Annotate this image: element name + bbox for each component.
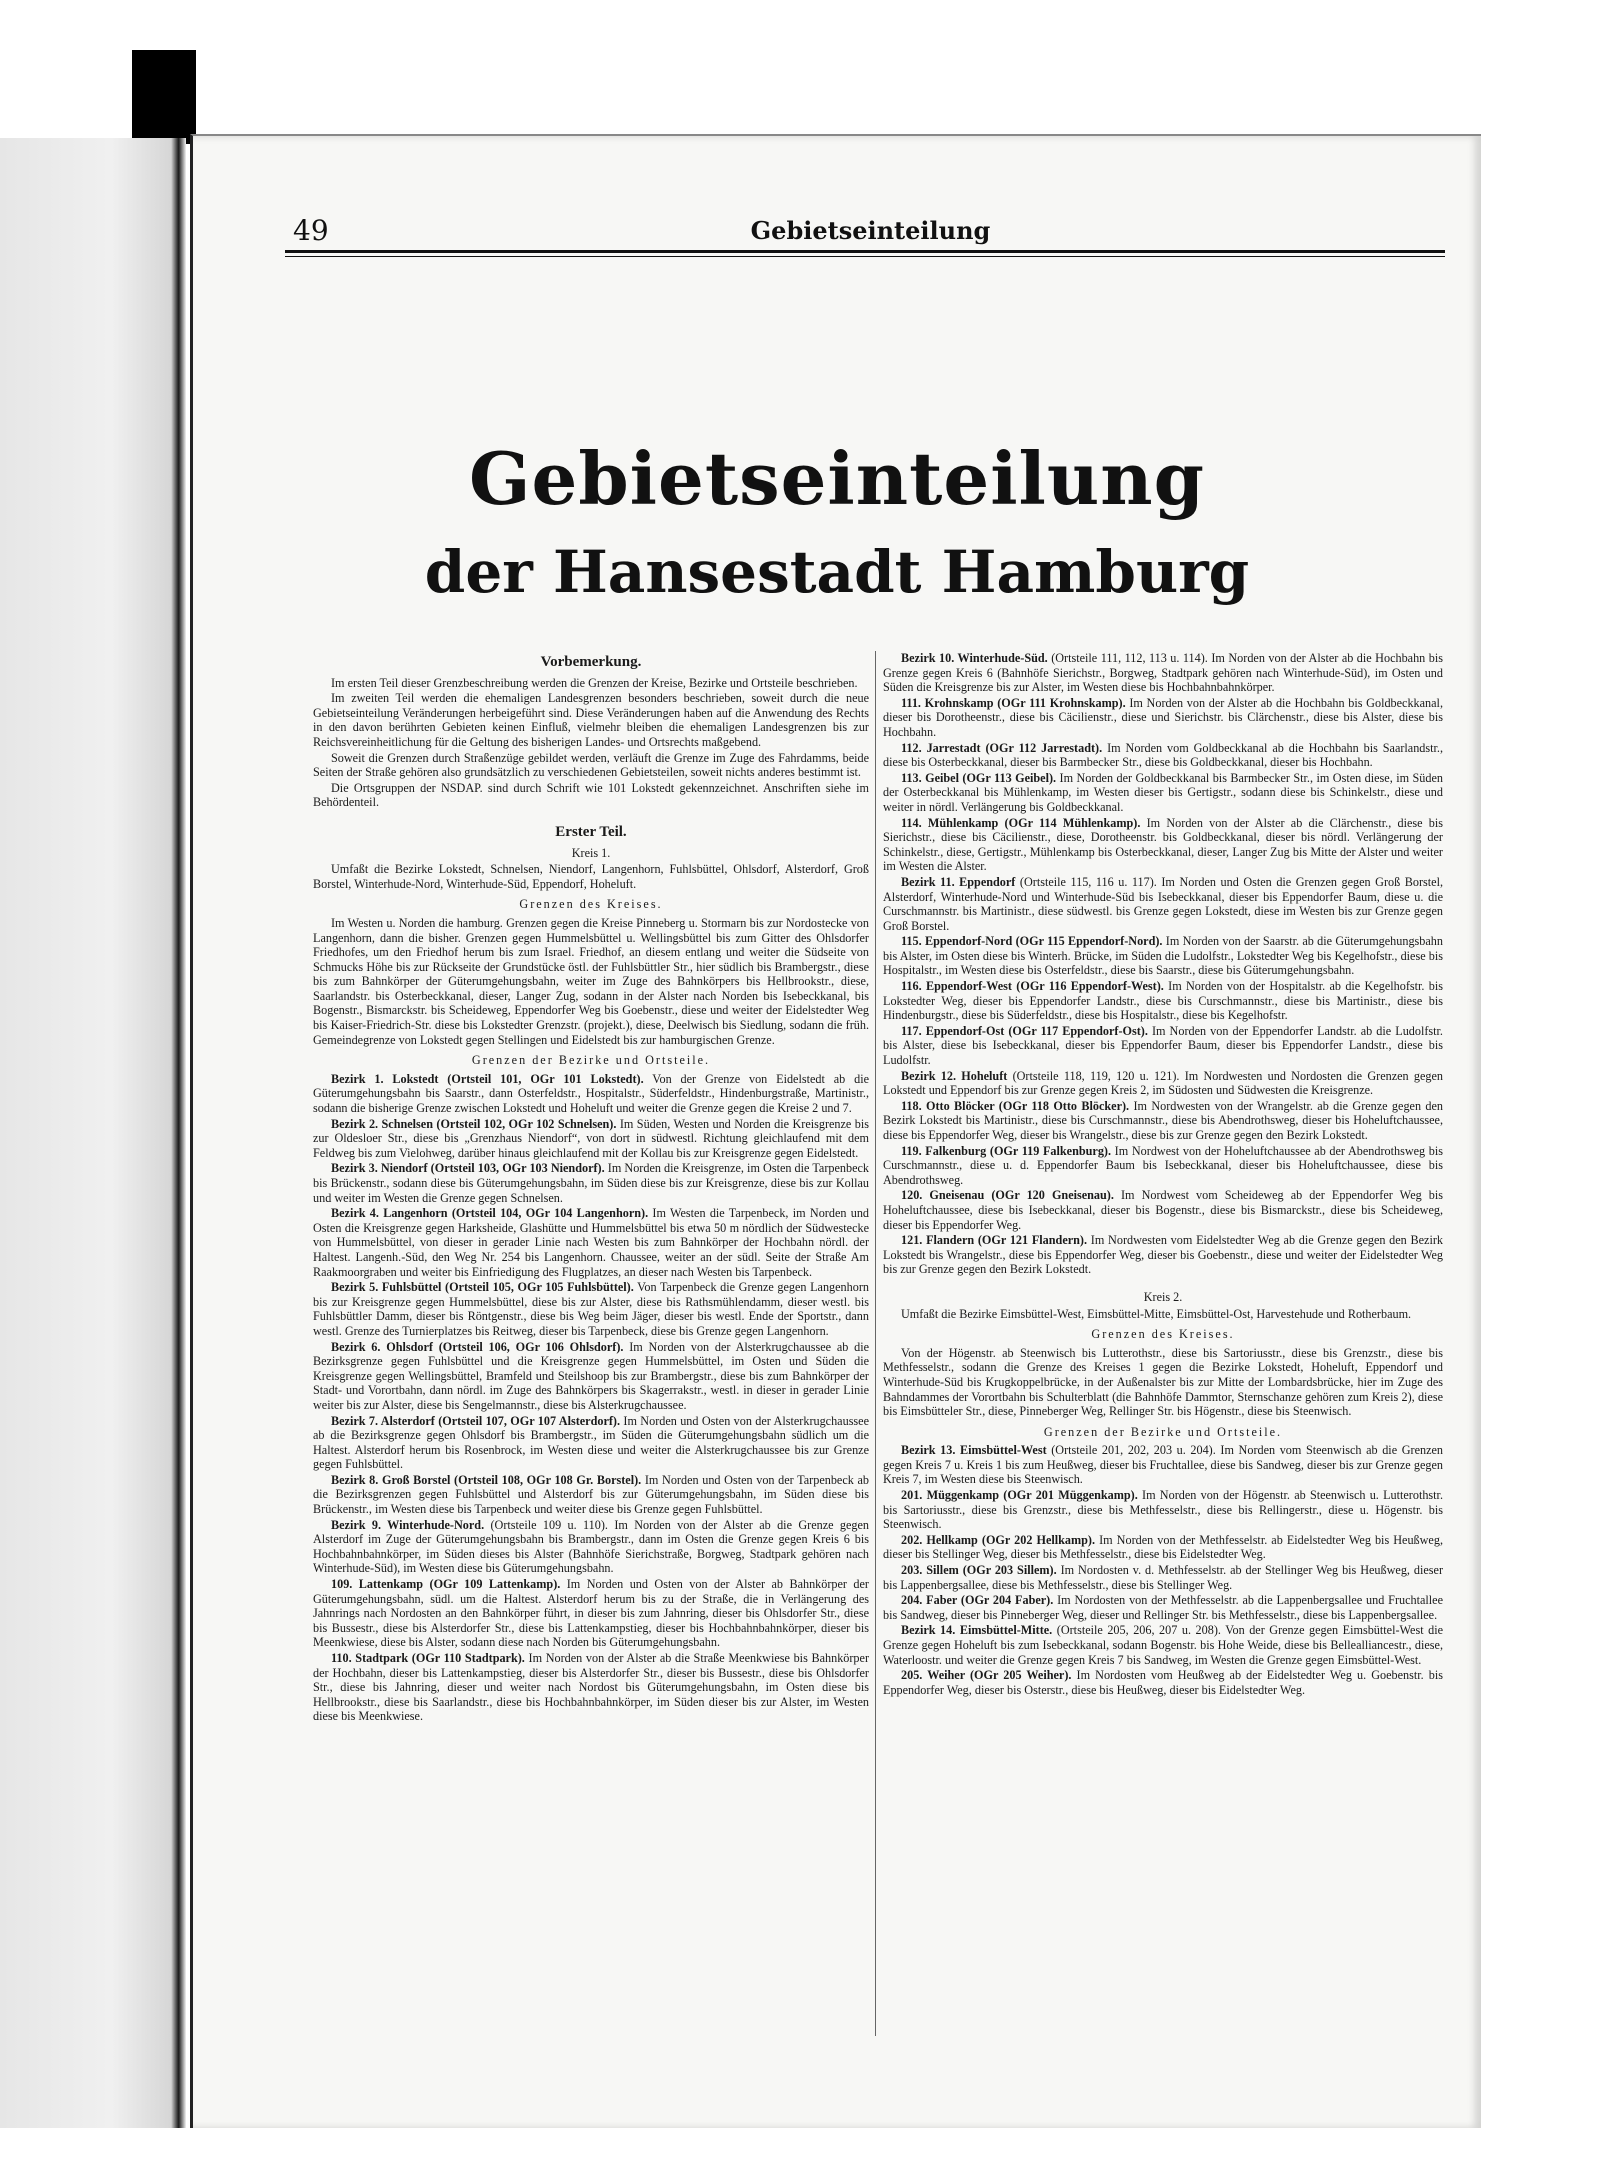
page-number: 49 [293, 214, 329, 247]
bezirk-text: (Ortsteile 115, 116 u. 117). Im Norden und Osten die Grenzen gegen Groß Borstel, Alsterdorf, Winterhude-Nord und Winterhude-Süd bis Isebeckkanal, dieser bis Eppendorfer Baum, diese u. die Curschmannstr. bis Martinistr., diese südwestl. bis Grenze gegen Lokstedt, diese im Westen bis zur Grenze gegen Groß Borstel. [883, 874, 1443, 933]
grenzen-bezirke-heading: Grenzen der Bezirke und Ortsteile. [471, 1053, 711, 1068]
bezirk-text: Im Norden von der Högenstr. ab Steenwisch u. Lutterothstr. bis Sartoriusstr., diese bis Grenzstr., diese bis Methfesselstr., diese bis Rellingerstr., diese u. Högenstr. bis Steenwisch. [883, 1488, 1443, 1532]
bezirk-text: Im Nordosten vom Heußweg ab der Eidelstedter Weg u. Goebenstr. bis Eppendorfer Weg, dieser bis Osterstr., diese bis Heußweg, dieser bis Eidelstedter Weg. [883, 1668, 1443, 1697]
vorbemerkung-paragraph: Im ersten Teil dieser Grenzbeschreibung werden die Grenzen der Kreise, Bezirke und Ortsteile beschrieben. [331, 675, 858, 690]
bezirk-lead: 203. Sillem (OGr 203 Sillem). [901, 1563, 1057, 1578]
bezirk-text: Im Norden die Kreisgrenze, im Osten die Tarpenbeck bis Brückenstr., sodann diese bis Güterumgehungsbahn, im Süden diese bis zur Kreisgrenze, diese bis zur Kollau und weiter im Westen die Grenze gegen Schnelsen. [313, 1161, 869, 1205]
bezirk-entry [313, 1577, 869, 1650]
right-bezirke-list-b [883, 1443, 1443, 1697]
bezirk-entry [883, 1623, 1443, 1667]
bezirk-lead: 112. Jarrestadt (OGr 112 Jarrestadt). [901, 740, 1103, 755]
bezirk-lead: Bezirk 10. Winterhude-Süd. [901, 651, 1048, 665]
vorbemerkung-paragraph: Soweit die Grenzen durch Straßenzüge gebildet werden, verläuft die Grenze im Zuge des Fahrdamms, beide Seiten der Straße gehören also grundsätzlich zu verschiedenen Gebietsteilen, soweit nichts anderes bestimmt ist. [313, 750, 869, 780]
bezirk-lead: 115. Eppendorf-Nord (OGr 115 Eppendorf-Nord). [901, 934, 1163, 949]
bezirk-text: Im Norden von der Alsterkrugchaussee ab die Bezirksgrenze gegen Fuhlsbüttel und die Kreisgrenze gegen Hummelsbüttel, im Osten und Süden die Kreisgrenze gegen Wellingsbüttel, Bramfeld und Steilshoop bis zur Brambergstr., diese bis zum Bahnkörper der Stadt- und Vorortbahn, dann nördl. im Zuge des Bahnkörpers bis Skagerrakstr., westl. in dieser in gerader Linie weiter bis zur Alster, diese bis Sengelmannstr., diese bis Alsterkrugchaussee. [313, 1339, 869, 1412]
vorbemerkung-paragraph: Im zweiten Teil werden die ehemaligen Landesgrenzen besonders beschrieben, soweit durch die neue Gebietseinteilung Veränderungen herbeigeführt sind. Diese Veränderungen haben auf die Anwendung des Rechts in den davon berührten Gebieten keinen Einfluß, vielmehr bleiben die ehemaligen Landesgrenzen bis zur Reichsvereinheitlichung für die Geltung des bisherigen Landes- und Ortsrechts maßgebend. [313, 691, 869, 749]
bezirk-entry [883, 1443, 1443, 1487]
kreis-2-heading: Kreis 2. [1143, 1289, 1183, 1304]
bezirk-text: (Ortsteile 111, 112, 113 u. 114). Im Norden von der Alster ab die Hochbahn bis Grenze gegen Kreis 6 (Bahnhöfe Sierichstr., Borgweg, Stadtpark gehören nach Winterhude-Süd), im Osten und Süden die Kreisgrenze bis zur Alster, im Westen diese bis Hochbahnbahnkörper. [883, 651, 1443, 695]
bezirk-entry [313, 1518, 869, 1576]
bezirk-lead: 117. Eppendorf-Ost (OGr 117 Eppendorf-Ost). [901, 1023, 1148, 1038]
bezirk-entry [883, 771, 1443, 815]
left-column [313, 651, 869, 2041]
bezirk-lead: Bezirk 3. Niendorf (Ortsteil 103, OGr 103 Niendorf). [331, 1161, 605, 1176]
bezirk-entry [313, 1161, 869, 1205]
bezirk-text: Im Norden und Osten von der Alsterkrugchaussee ab die Bezirksgrenze gegen Ohlsdorf bis Brambergstr., im Süden die Güterumgehungsbahn südlich um die Haltest. Alsterdorf herum bis Rosenbrock, im Westen diese und weiter die Alsterkrugchaussee bis zur Grenze gegen Fuhlsbüttel. [313, 1413, 869, 1472]
bezirk-lead: Bezirk 14. Eimsbüttel-Mitte. [901, 1623, 1053, 1638]
bezirk-text: Im Norden von der Saarstr. ab die Güterumgehungsbahn bis Alster, im Osten diese bis Winterh. Brücke, im Süden die Ludolfstr., Lokstedter Weg bis Kegelhofstr., diese bis Hospitalstr., im Westen diese bis Osterfeldstr., diese bis Saarstr., diese bis Güterumgehungsbahn. [883, 934, 1443, 978]
bezirk-entry [883, 1668, 1443, 1697]
right-bezirke-list-a [883, 651, 1443, 1277]
bezirk-lead: 121. Flandern (OGr 121 Flandern). [901, 1233, 1088, 1248]
bezirk-lead: Bezirk 13. Eimsbüttel-West [901, 1443, 1047, 1458]
kreis-1-heading: Kreis 1. [571, 845, 611, 860]
bezirk-entry [313, 1414, 869, 1472]
grenzen-kreises-text: Im Westen u. Norden die hamburg. Grenzen gegen die Kreise Pinneberg u. Stormarn bis zur Nordostecke von Langenhorn, dann die bisher. Grenzen gegen Hummelsbüttel u. Wellingsbüttel bis zum Gitter des Ohlsdorfer Friedhofes, um den Friedhof herum bis zum Israel. Friedhof, an diesem entlang und weiter die Südseite von Schmucks Höhe bis zur Rückseite der Grundstücke östl. der Fuhlsbüttler Str., hier südlich bis Brambergstr., diese bis zum Bahnkörper der Güterumgehungsbahn, weiter im Zuge des Bahnkörpers bis Hellbrookstr., diese, Saarlandstr. bis Osterbeckkanal, dieser, Langer Zug, sodann in der Alster nach Norden bis Isebeckkanal, bis Bogenstr., Bismarckstr. bis Scheideweg, Eppendorfer Weg bis Goebenstr., diese und weiter der Eidelstedter Weg bis Kaiser-Friedrich-Str. diese bis Lokstedter Grenzstr. (projekt.), diese, Deelwisch bis Siedlung, sodann die früh. Gemeindegrenze von Lokstedt gegen Stellingen und Eidelstedt bis zur hamburgischen Grenze. [313, 915, 869, 1047]
bezirk-lead: Bezirk 5. Fuhlsbüttel (Ortsteil 105, OGr 105 Fuhlsbüttel). [331, 1280, 634, 1295]
bezirk-entry [883, 1099, 1443, 1143]
adjacent-page-edge [0, 138, 186, 2128]
head-rule-thin [285, 256, 1445, 257]
bezirk-text: Von der Grenze von Eidelstedt ab die Güterumgehungsbahn bis Saarstr., dann Osterfeldstr., Hospitalstr., Süderfeldstr., Hindenburgstraße, Martinistr., sodann die bisherige Grenze zwischen Lokstedt und Hoheluft und weiter die Grenze gegen die Kreise 2 und 7. [313, 1071, 869, 1116]
bezirk-text: Im Norden und Osten von der Tarpenbeck ab die Bezirksgrenzen gegen Fuhlsbüttel und Alsterdorf bis zur Güterumgehungsbahn, im Süden diese bis Brückenstr., im Westen diese bis Tarpenbeck und weiter diese bis Grenze gegen Fuhlsbüttel. [313, 1472, 869, 1517]
bezirk-lead: 113. Geibel (OGr 113 Geibel). [901, 770, 1057, 785]
bezirk-text: Im Norden von der Hospitalstr. ab die Kegelhofstr. bis Lokstedter Weg, dieser bis Eppendorfer Landstr., diese bis Curschmannstr., diese bis Martinistr., diese bis Hindenburgstr., diese bis Süderfeldstr., diese bis Hospitalstr., diese bis Kegelhofstr. [883, 979, 1443, 1023]
bezirk-entry [313, 1280, 869, 1338]
column-divider [875, 651, 876, 2036]
bezirk-text: Im Nordwesten vom Eidelstedter Weg ab die Grenze gegen den Bezirk Lokstedt bis Wrangelstr., diese bis Eppendorfer Weg, dieser bis Goebenstr., diese und weiter der Eidelstedter Weg bis zur Grenze gegen den Bezirk Lokstedt. [883, 1233, 1443, 1277]
bezirk-entry [883, 1563, 1443, 1592]
bezirk-lead: Bezirk 11. Eppendorf [901, 874, 1016, 889]
bezirk-entry [883, 696, 1443, 740]
bezirk-text: (Ortsteile 109 u. 110). Im Norden von der Alster ab die Grenze gegen Alsterdorf im Zuge der Güterumgehungsbahn bis Brambergstr., dann im Osten die Grenze gegen Kreis 6 bis Hochbahnbahnkörper, im Süden dieses bis Alster (Bahnhöfe Sierichstraße, Borgweg, Stadtpark gehören nach Winterhude-Süd), im Westen diese bis Güterumgehungsbahn. [313, 1517, 869, 1576]
bezirk-text: Im Norden und Osten von der Alster ab Bahnkörper der Güterumgehungsbahn, südl. um die Haltest. Alsterdorf herum bis zu der Straße, die in Verlängerung des Jahnrings nach Nordosten an den Bahnkörper führt, in dieser bis zum Jahnring, dieser bis Ohlsdorfer Str., diese bis Bussestr., diese bis Alsterdorfer Str., diese bis Lattenkampstieg, dieser bis Hochbahnbahnkörper, dieser bis Meenkwiese, diese bis Alster, sodann diese nach Norden bis Güterumgehungsbahn. [313, 1577, 869, 1650]
bezirk-entry [883, 979, 1443, 1023]
bezirk-entry [883, 934, 1443, 978]
bezirk-entry [313, 1206, 869, 1279]
bezirk-text: Im Nordosten v. d. Methfesselstr. ab der Stellinger Weg bis Heußweg, dieser bis Lappenbergsallee, diese bis Methfesselstr., diese bis Stellinger Weg. [883, 1563, 1443, 1592]
bezirk-entry [883, 1024, 1443, 1068]
bezirk-entry [313, 1117, 869, 1161]
vorbemerkung-body [313, 676, 869, 810]
vorbemerkung-paragraph: Die Ortsgruppen der NSDAP. sind durch Schrift wie 101 Lokstedt gekennzeichnet. Anschriften siehe im Behördenteil. [313, 780, 869, 810]
bezirk-text: (Ortsteile 118, 119, 120 u. 121). Im Nordwesten und Nordosten die Grenzen gegen Lokstedt und Eppendorf bis zur Grenze gegen Kreis 2, im Südosten und Südwesten die Kreisgrenze. [883, 1068, 1443, 1098]
bezirk-entry [313, 1072, 869, 1116]
bezirk-text: Im Norden vom Goldbeckkanal ab die Hochbahn bis Saarlandstr., diese bis Osterbeckkanal, dieser bis Barmbecker Str., diese bis Goldbeckkanal, dieser bis Hochbahn. [883, 740, 1443, 770]
bezirk-entry [313, 1340, 869, 1413]
bezirk-text: Von Tarpenbeck die Grenze gegen Langenhorn bis zur Kreisgrenze gegen Hummelsbüttel, diese bis zur Alster, diese bis Rathsmühlendamm, dieser westl. bis Fuhlsbüttler Damm, dieser bis Röntgenstr., diese bis Weg beim Jäger, dieser bis westl. Ende der Sportstr., dann westl. Grenze des Turnierplatzes bis Reitweg, dieser bis Tarpenbeck, diese bis Grenze gegen Langenhorn. [313, 1280, 869, 1338]
bezirk-lead: 109. Lattenkamp (OGr 109 Lattenkamp). [331, 1577, 561, 1592]
bezirk-entry [883, 816, 1443, 874]
bezirk-entry [883, 1233, 1443, 1277]
erster-teil-heading: Erster Teil. [555, 823, 627, 840]
bezirk-entry [883, 1593, 1443, 1622]
bezirk-lead: Bezirk 6. Ohlsdorf (Ortsteil 106, OGr 106 Ohlsdorf). [331, 1339, 624, 1354]
bezirk-text: Im Nordwest vom Scheideweg ab der Eppendorfer Weg bis Hoheluftchaussee, diese bis Isebeckkanal, dieser bis Bogenstr., diese bis Bismarckstr., diese bis Scheideweg, dieser bis Eppendorfer Weg. [883, 1188, 1443, 1232]
bezirk-entry [883, 741, 1443, 770]
bezirk-entry [883, 651, 1443, 695]
kreis-2-intro: Umfaßt die Bezirke Eimsbüttel-West, Eimsbüttel-Mitte, Eimsbüttel-Ost, Harvestehude und Rotherbaum. [901, 1306, 1412, 1321]
grenzen-kreises-2-heading: Grenzen des Kreises. [1091, 1327, 1235, 1342]
bezirk-entry [883, 1188, 1443, 1232]
bezirk-entry [313, 1651, 869, 1724]
bezirk-text: Im Nordwest von der Hoheluftchaussee ab der Abendrothsweg bis Curschmannstr., diese u. d. Eppendorfer Baum bis Isebeckkanal, dieser bis Hoheluftchaussee, diese bis Abendrothsweg. [883, 1143, 1443, 1187]
bezirk-lead: Bezirk 1. Lokstedt (Ortsteil 101, OGr 101 Lokstedt). [331, 1071, 644, 1086]
bezirk-text: Im Norden von der Alster ab die Straße Meenkwiese bis Bahnkörper der Hochbahn, dieser bis Lattenkampstieg, dieser bis Alsterdorfer Str., dieser bis Bussestr., diese bis Ohlsdorfer Str., diese bis Jahnring, dieser und weiter nach Nordost bis Güterumgehungsbahn, im Osten diese bis Hellbrookstr., diese bis Saarlandstr., diese bis Hochbahnbahnkörper, im Süden dieser bis zur Alster, im Westen diese bis Meenkwiese. [313, 1651, 869, 1724]
bezirk-lead: 118. Otto Blöcker (OGr 118 Otto Blöcker). [901, 1098, 1130, 1113]
bezirk-entry [883, 1488, 1443, 1532]
running-title: Gebietseinteilung [750, 216, 991, 245]
bezirk-lead: 119. Falkenburg (OGr 119 Falkenburg). [901, 1143, 1112, 1158]
bezirk-lead: 204. Faber (OGr 204 Faber). [901, 1593, 1054, 1608]
bezirk-lead: 110. Stadtpark (OGr 110 Stadtpark). [331, 1651, 525, 1665]
bezirk-entry [883, 1144, 1443, 1188]
bezirk-lead: Bezirk 8. Groß Borstel (Ortsteil 108, OGr 108 Gr. Borstel). [331, 1472, 642, 1487]
bezirk-lead: 202. Hellkamp (OGr 202 Hellkamp). [901, 1532, 1096, 1547]
bezirk-text: (Ortsteile 205, 206, 207 u. 208). Von der Grenze gegen Eimsbüttel-West die Grenze gegen Hoheluft bis zum Isebeckkanal, sodann Bogenstr. bis Hohe Weide, diese bis Bellealliancestr., diese, Waterloostr. und weiter die Grenze gegen Kreis 7 bis Sandweg, im Westen die Grenze gegen Eimsbüttel-West. [883, 1623, 1443, 1667]
bezirk-lead: 205. Weiher (OGr 205 Weiher). [901, 1668, 1072, 1683]
grenzen-bezirke-2-heading: Grenzen der Bezirke und Ortsteile. [1043, 1424, 1283, 1439]
right-column [883, 651, 1443, 2041]
bezirk-text: Im Norden von der Eppendorfer Landstr. ab die Ludolfstr. bis Alster, diese bis Isebeckkanal, dieser bis Eppendorfer Baum, dieser bis Eppendorfer Landstr., diese bis Ludolfstr. [883, 1023, 1443, 1068]
bezirk-entry [883, 1533, 1443, 1562]
bezirk-lead: 114. Mühlenkamp (OGr 114 Mühlenkamp). [901, 815, 1141, 830]
scan-black-tab [132, 50, 196, 144]
bezirk-lead: 120. Gneisenau (OGr 120 Gneisenau). [901, 1188, 1114, 1203]
bezirk-lead: 111. Krohnskamp (OGr 111 Krohnskamp). [901, 695, 1126, 710]
vorbemerkung-heading: Vorbemerkung. [540, 654, 642, 670]
main-title: Gebietseinteilung [469, 436, 1205, 521]
head-rule [285, 250, 1445, 253]
bezirk-text: (Ortsteile 201, 202, 203 u. 204). Im Norden vom Steenwisch ab die Grenzen gegen Kreis 7 u. Kreis 1 bis zum Heußweg, dieser bis Fruchtallee, diese bis Sandweg, dieser bis zur Grenze gegen Kreis 7, im Westen diese bis Steenwisch. [883, 1443, 1443, 1487]
bezirk-text: Im Norden von der Methfesselstr. ab Eidelstedter Weg bis Heußweg, dieser bis Stellinger Weg, dieser bis Methfesselstr., diese bis Eidelstedter Weg. [883, 1532, 1443, 1562]
bezirk-lead: Bezirk 4. Langenhorn (Ortsteil 104, OGr 104 Langenhorn). [331, 1206, 649, 1221]
bezirk-text: Im Norden der Goldbeckkanal bis Barmbecker Str., im Osten diese, im Süden der Osterbeckkanal bis Mühlenkamp, im Westen dieser bis Gertigstr., sodann diese bis Schinkelstr., diese und weiter in nördl. Verlängerung bis Goldbeckkanal. [883, 770, 1443, 814]
bezirk-entry [883, 1069, 1443, 1098]
bezirk-text: Im Norden von der Alster ab die Clärchenstr., diese bis Sierichstr., diese bis Cäcilienstr., diese, Dorotheenstr. bis Goldbeckkanal, dieser bis nördl. Verlängerung der Schinkelstr., diese, Gertigstr., Mühlenkamp bis Osterbeckkanal, dieser, Langer Zug bis Mitte der Alster und weiter im Westen die Alster. [883, 815, 1443, 874]
bezirk-lead: Bezirk 9. Winterhude-Nord. [331, 1517, 485, 1532]
document-page [190, 134, 1481, 2128]
bezirk-entry [883, 875, 1443, 933]
bezirk-entry [313, 1473, 869, 1517]
grenzen-kreises-heading: Grenzen des Kreises. [519, 897, 663, 912]
bezirk-text: Im Nordwesten von der Wrangelstr. ab die Grenze gegen den Bezirk Lokstedt bis Martinistr., diese bis Curschmannstr., diese bis Abendrothsweg, dieser bis Hoheluftchaussee, diese bis Eppendorfer Weg, dieser bis Wrangelstr., diese bis zur Grenze gegen den Bezirk Lokstedt. [883, 1098, 1443, 1142]
bezirk-lead: Bezirk 2. Schnelsen (Ortsteil 102, OGr 102 Schnelsen). [331, 1116, 617, 1131]
bezirk-lead: Bezirk 12. Hoheluft [901, 1068, 1008, 1083]
kreis-1-intro: Umfaßt die Bezirke Lokstedt, Schnelsen, Niendorf, Langenhorn, Fuhlsbüttel, Ohlsdorf, Alsterdorf, Groß Borstel, Winterhude-Nord, Winterhude-Süd, Eppendorf, Hoheluft. [313, 862, 869, 891]
running-head [293, 214, 1448, 248]
bezirk-lead: 116. Eppendorf-West (OGr 116 Eppendorf-West). [901, 979, 1164, 994]
bezirk-text: Im Westen die Tarpenbeck, im Norden und Osten die Kreisgrenze gegen Harksheide, Glashütte und Hummelsbüttel bis etwa 50 m nördlich der Südwestecke von Hummelsbüttel, von dieser in gerader Linie nach Westen bis zum Bahnkörper der Hochbahn nördl. der Haltest. Langenh.-Süd, den Weg Nr. 254 bis Langenhorn. Chaussee, weiter an der südl. Seite der Straße Am Raakmoorgraben und weiter bis Einfriedigung des Flugplatzes, an dieser nach Westen bis Tarpenbeck. [313, 1206, 869, 1279]
bezirk-lead: Bezirk 7. Alsterdorf (Ortsteil 107, OGr 107 Alsterdorf). [331, 1413, 621, 1428]
bezirk-text: Im Süden, Westen und Norden die Kreisgrenze bis zur Oldesloer Str., diese bis „Grenzhaus Niendorf“, von dort in südwestl. Richtung gleichlaufend mit dem Feldweg bis zum Vielohweg, darüber hinaus gleichlaufend mit der Kollau bis zur Kreisgrenze gegen Eidelstedt. [313, 1116, 869, 1160]
bezirk-text: Im Norden von der Alster ab die Hochbahn bis Goldbeckkanal, dieser bis Dorotheenstr., diese bis Cäcilienstr., diese und Sierichstr. bis Clärchenstr., diese bis Alster, diese bis Hochbahn. [883, 695, 1443, 739]
bezirk-lead: 201. Müggenkamp (OGr 201 Müggenkamp). [901, 1488, 1138, 1503]
main-subtitle: der Hansestadt Hamburg [424, 538, 1250, 606]
grenzen-kreises-2-text: Von der Högenstr. ab Steenwisch bis Lutterothstr., diese bis Sartoriusstr., diese bis Grenzstr., diese bis Methfesselstr., sodann die Grenze des Kreises 1 gegen die Bezirke Lokstedt, Hoheluft, Eppendorf und Winterhude-Süd bis Krugkoppelbrücke, in der Außenalster bis zur Mitte der Lombardsbrücke, hier im Zuge des Bahndammes der Vorortbahn bis Schulterblatt (die Bahnhöfe Dammtor, Sternschanze gehören zum Kreis 2), diese bis Eimsbütteler Str., diese, Pinneberger Weg, Rellinger Str. bis Högenstr., diese bis Steenwisch. [883, 1345, 1443, 1419]
bezirk-text: Im Nordosten von der Methfesselstr. ab die Lappenbergsallee und Fruchtallee bis Sandweg, dieser bis Pinneberger Weg, dieser und Rellinger Str. bis Methfesselstr., diese bis Lappenbergsallee. [883, 1593, 1443, 1622]
left-bezirke-list [313, 1072, 869, 1724]
